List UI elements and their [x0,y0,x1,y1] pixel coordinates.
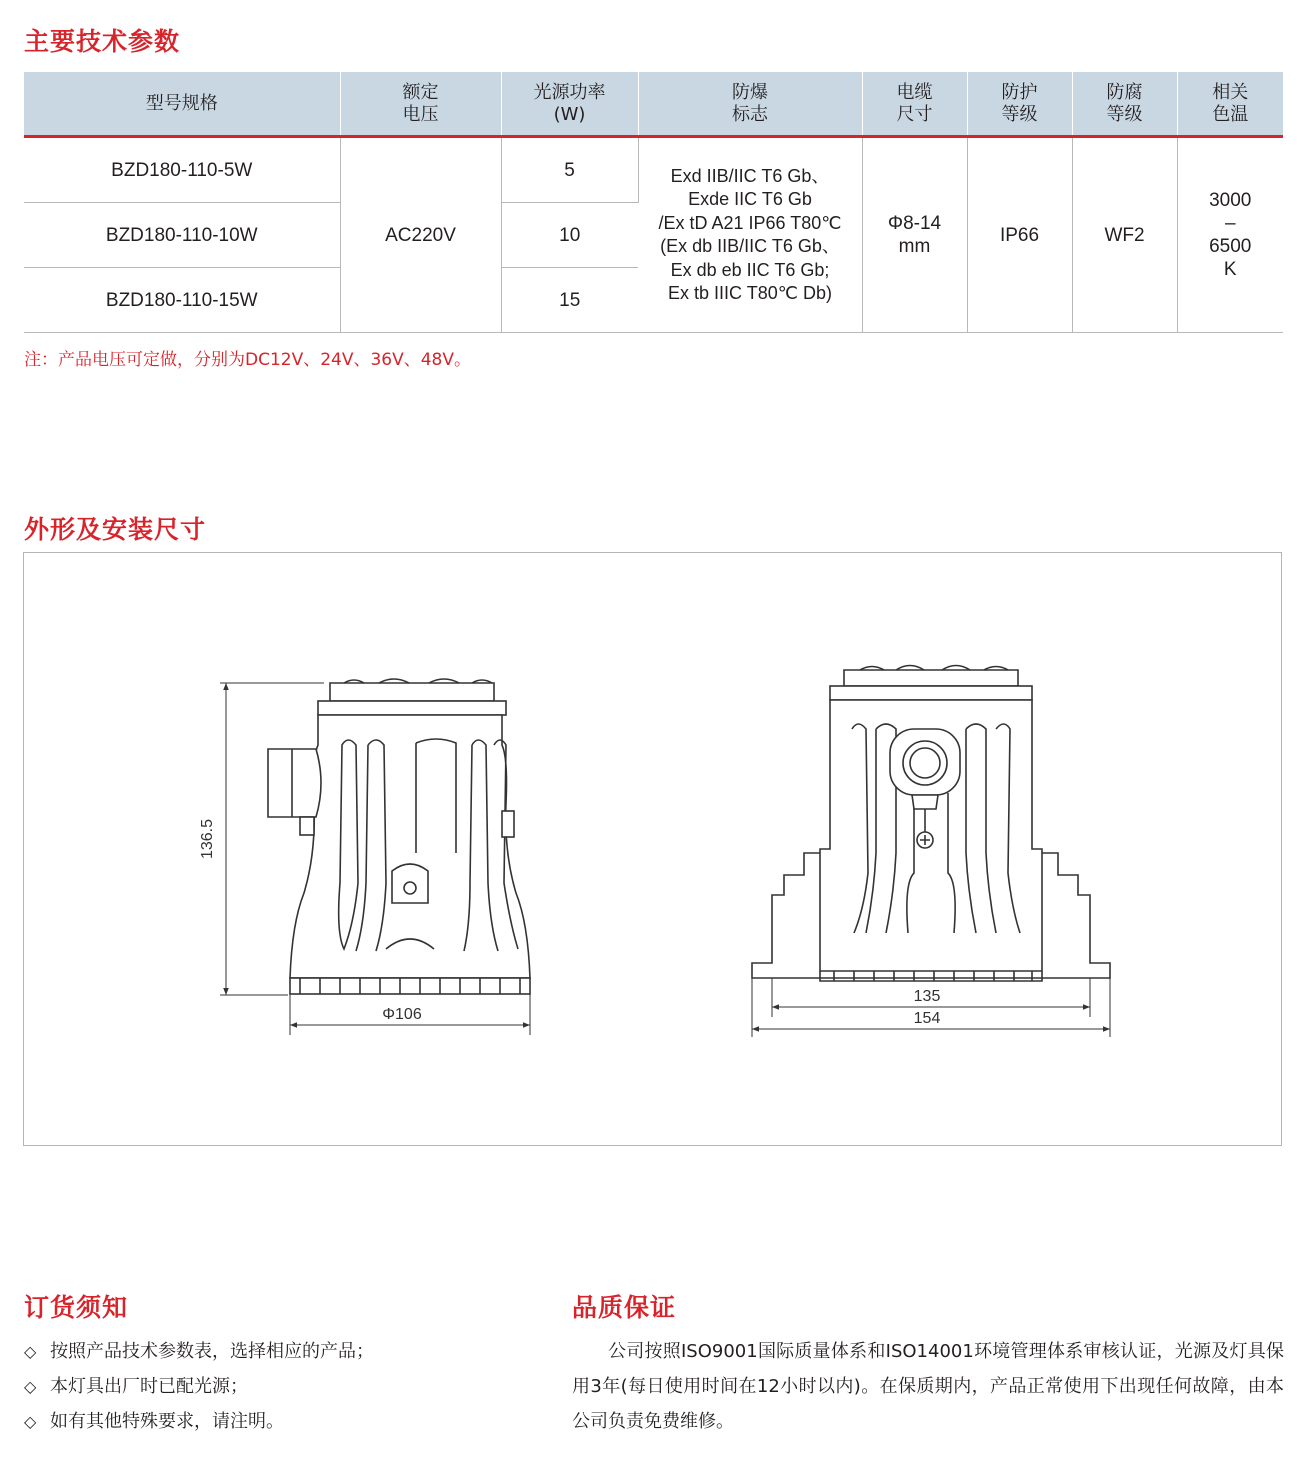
diamond-bullet-icon: ◇ [24,1412,37,1431]
list-item: ◇ 本灯具出厂时已配光源； [24,1369,374,1404]
voltage-note: 注：产品电压可定做，分别为DC12V、24V、36V、48V。 [24,350,472,370]
voltage-cell: AC220V [340,137,501,333]
height-dimension-label: 136.5 [199,818,216,860]
side-view-drawing [268,679,530,994]
header-ip: 防护 等级 [967,72,1072,137]
diamond-bullet-icon: ◇ [24,1342,37,1361]
dimension-section-title: 外形及安装尺寸 [24,515,207,544]
list-item: ◇ 按照产品技术参数表，选择相应的产品； [24,1334,374,1369]
anticorrosion-cell: WF2 [1072,137,1177,333]
spec-table [24,72,1283,333]
cable-cell: Φ8-14 mm [862,137,967,333]
dimension-drawing [24,553,1283,1147]
header-cable: 电缆 尺寸 [862,72,967,137]
spec-table-header-row [24,72,1283,137]
color-temp-cell: 3000 – 6500 K [1177,137,1283,333]
power-cell: 5 [501,137,638,203]
order-notes-list [24,1334,374,1439]
model-cell: BZD180-110-10W [24,203,340,268]
power-cell: 10 [501,203,638,268]
header-voltage: 额定 电压 [340,72,501,137]
header-model: 型号规格 [24,72,340,137]
model-cell: BZD180-110-15W [24,268,340,333]
diamond-bullet-icon: ◇ [24,1377,37,1396]
front-view-drawing [752,666,1110,982]
ex-marking-cell: Exd IIB/IIC T6 Gb、 Exde IIC T6 Gb /Ex tD A21 IP66 T80℃ (Ex db IIB/IIC T6 Gb、 Ex db eb IIC T6 Gb; Ex tb IIIC T80℃ Db) [638,137,862,333]
model-cell: BZD180-110-5W [24,137,340,203]
diameter-dimension-label: Φ106 [382,1006,422,1023]
quality-paragraph: 公司按照ISO9001国际质量体系和ISO14001环境管理体系审核认证，光源及灯具保用3年(每日使用时间在12小时以内)。在保质期内，产品正常使用下出现任何故障，由本公司负责免费维修。 [572,1341,1284,1432]
ip-cell: IP66 [967,137,1072,333]
order-section-title: 订货须知 [24,1293,129,1322]
spec-section-title: 主要技术参数 [24,27,181,56]
list-item: ◇ 如有其他特殊要求，请注明。 [24,1404,374,1439]
table-row [24,137,1283,203]
quality-section-title: 品质保证 [572,1293,677,1322]
header-ex-marking: 防爆 标志 [638,72,862,137]
inner-width-label: 135 [913,988,941,1005]
outer-width-label: 154 [913,1010,941,1027]
header-color-temp: 相关 色温 [1177,72,1283,137]
header-anticorrosion: 防腐 等级 [1072,72,1177,137]
header-power: 光源功率 (W) [501,72,638,137]
power-cell: 15 [501,268,638,333]
dimension-drawing-frame [23,552,1282,1146]
